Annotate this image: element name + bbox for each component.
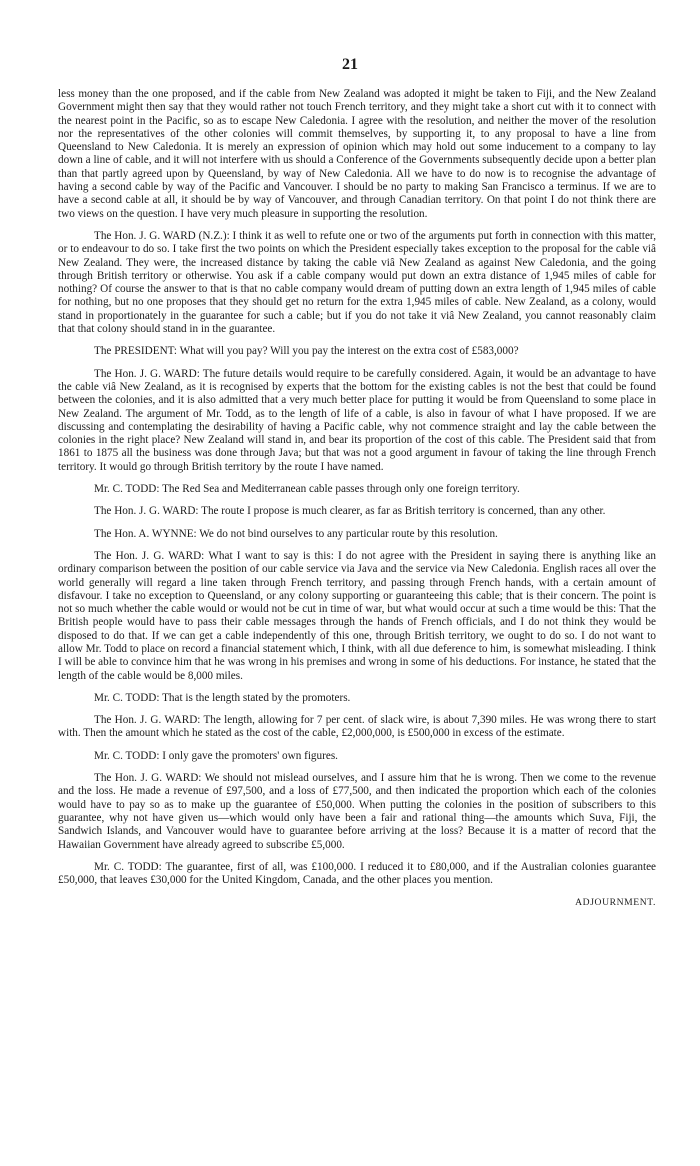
section-heading-adjournment: ADJOURNMENT. bbox=[575, 897, 656, 909]
page-number: 21 bbox=[342, 56, 358, 73]
paragraph: The Hon. J. G. WARD (N.Z.): I think it as well to refute one or two of the arguments put forth in connection with this matter, or to endeavour to do so. I take first the two points on which the President especially takes exception to the proposal for the cable viâ New Zealand. They were, the increased distance by taking the cable viâ New Zealand as against New Caledonia, and the going through British territory or otherwise. You ask if a cable company would put down an extra distance of 1,945 miles of cable for nothing? Of course the answer to that is that no cable company would dream of putting down an extra length of 1,945 miles of cable for nothing, but no one proposes that they should get no return for the extra 1,945 miles of cable. New Zealand, as a colony, would stand in proportionately in the guarantee for such a cable; but if you do not take it viâ New Zealand, you cannot reasonably claim that that colony should stand in in the guarantee. bbox=[58, 229, 656, 336]
paragraph: Mr. C. TODD: I only gave the promoters' own figures. bbox=[94, 749, 338, 762]
paragraph: The Hon. J. G. WARD: The route I propose is much clearer, as far as British territory is concerned, than any other. bbox=[94, 505, 606, 518]
body-text bbox=[58, 88, 656, 910]
paragraph: The Hon. J. G. WARD: We should not mislead ourselves, and I assure him that he is wrong. Then we come to the revenue and the loss. He made a revenue of £97,500, and a loss of £77,500, and then indicated the proportion which each of the colonies would have to pay so as to make up the guarantee of £50,000. When putting the colonies in the position of subscribers to this guarantee, why not have given us—which would only have been a fair and rational thing—the amounts which Suva, Fiji, the Sandwich Islands, and Vancouver would have to guarantee before arriving at the loss? Because it is a matter of record that the Hawaiian Government have already agreed to subscribe £5,000. bbox=[58, 772, 656, 851]
paragraph: The PRESIDENT: What will you pay? Will you pay the interest on the extra cost of £583,000? bbox=[94, 345, 519, 358]
paragraph: less money than the one proposed, and if the cable from New Zealand was adopted it might be taken to Fiji, and the New Zealand Government might then say that they would rather not touch French territory, and they might take a short cut with it to connect with the nearest point in the Pacific, so as to escape New Caledonia. I agree with the resolution, and neither the mover of the resolution nor the representatives of the other colonies will commit themselves, by supporting it, to any proposal to have a line from Queensland to New Caledonia. It is merely an expression of opinion which may hold out some inducement to a company to lay down a line of cable, and it will not interfere with us should a Conference of the Governments subsequently decide upon a better plan than that partly agreed upon by Queensland, by way of New Caledonia. All we have to do now is to recognise the advantage of having a second cable by way of the Pacific and Vancouver. I should be no party to making San Francisco a terminus. If we are to have a second cable at all, it should be by way of Vancouver, and through Canadian territory. On that point I do not think there are two views on the question. I have very much pleasure in supporting the resolution. bbox=[58, 88, 656, 220]
paragraph: Mr. C. TODD: The guarantee, first of all, was £100,000. I reduced it to £80,000, and if the Australian colonies guarantee £50,000, that leaves £30,000 for the United Kingdom, Canada, and the other places you mention. bbox=[58, 860, 656, 887]
paragraph: The Hon. J. G. WARD: What I want to say is this: I do not agree with the President in saying there is anything like an ordinary comparison between the position of our cable service via Java and the service via New Caledonia. English races all over the world generally will regard a line taken through French territory, and passing through French hands, with a certain amount of disfavour. I take no exception to Queensland, or any colony supporting or guaranteeing this cable; that is their concern. The point is not so much whether the cable would or would not be cut in time of war, but what would occur at such a time would be this: That the British people would have to pass their cable messages through the hands of French officials, and I do not think they would be disposed to do that. If we can get a cable independently of this one, through British territory, we ought to do so. I do not want to allow Mr. Todd to place on record a financial statement which, I think, with all due deference to him, is somewhat misleading. I think I will be able to convince him that he was wrong in his premises and wrong in some of his deductions. For instance, he stated that the length of the cable would be 8,000 miles. bbox=[58, 549, 656, 682]
paragraph: The Hon. J. G. WARD: The length, allowing for 7 per cent. of slack wire, is about 7,390 miles. He was wrong there to start with. Then the amount which he stated as the cost of the cable, £2,000,000, is £500,000 in excess of the estimate. bbox=[58, 714, 656, 740]
paragraph: The Hon. J. G. WARD: The future details would require to be carefully considered. Again, it would be an advantage to have the cable viâ New Zealand, as it is recognised by experts that the bottom for the existing cables is not the best that could be found between the colonies, and it is also admitted that a very much better place for putting it would be from Queensland to some place in New Zealand. The argument of Mr. Todd, as to the length of life of a cable, is also in favour of what I have proposed. If we are discussing and contemplating the desirability of having a Pacific cable, why not commence straight and lay the cable between the colonies in the right place? New Zealand will stand in, and bear its proportion of the cost of this cable. The President said that from 1861 to 1875 all the business was done through Java; but that was not a good argument in favour of taking the line through French territory. It would go through British territory by the route I have named. bbox=[58, 367, 656, 473]
paragraph: Mr. C. TODD: The Red Sea and Mediterranean cable passes through only one foreign territory. bbox=[94, 483, 520, 496]
paragraph: Mr. C. TODD: That is the length stated by the promoters. bbox=[94, 691, 351, 704]
paragraph: The Hon. A. WYNNE: We do not bind ourselves to any particular route by this resolution. bbox=[94, 527, 498, 540]
